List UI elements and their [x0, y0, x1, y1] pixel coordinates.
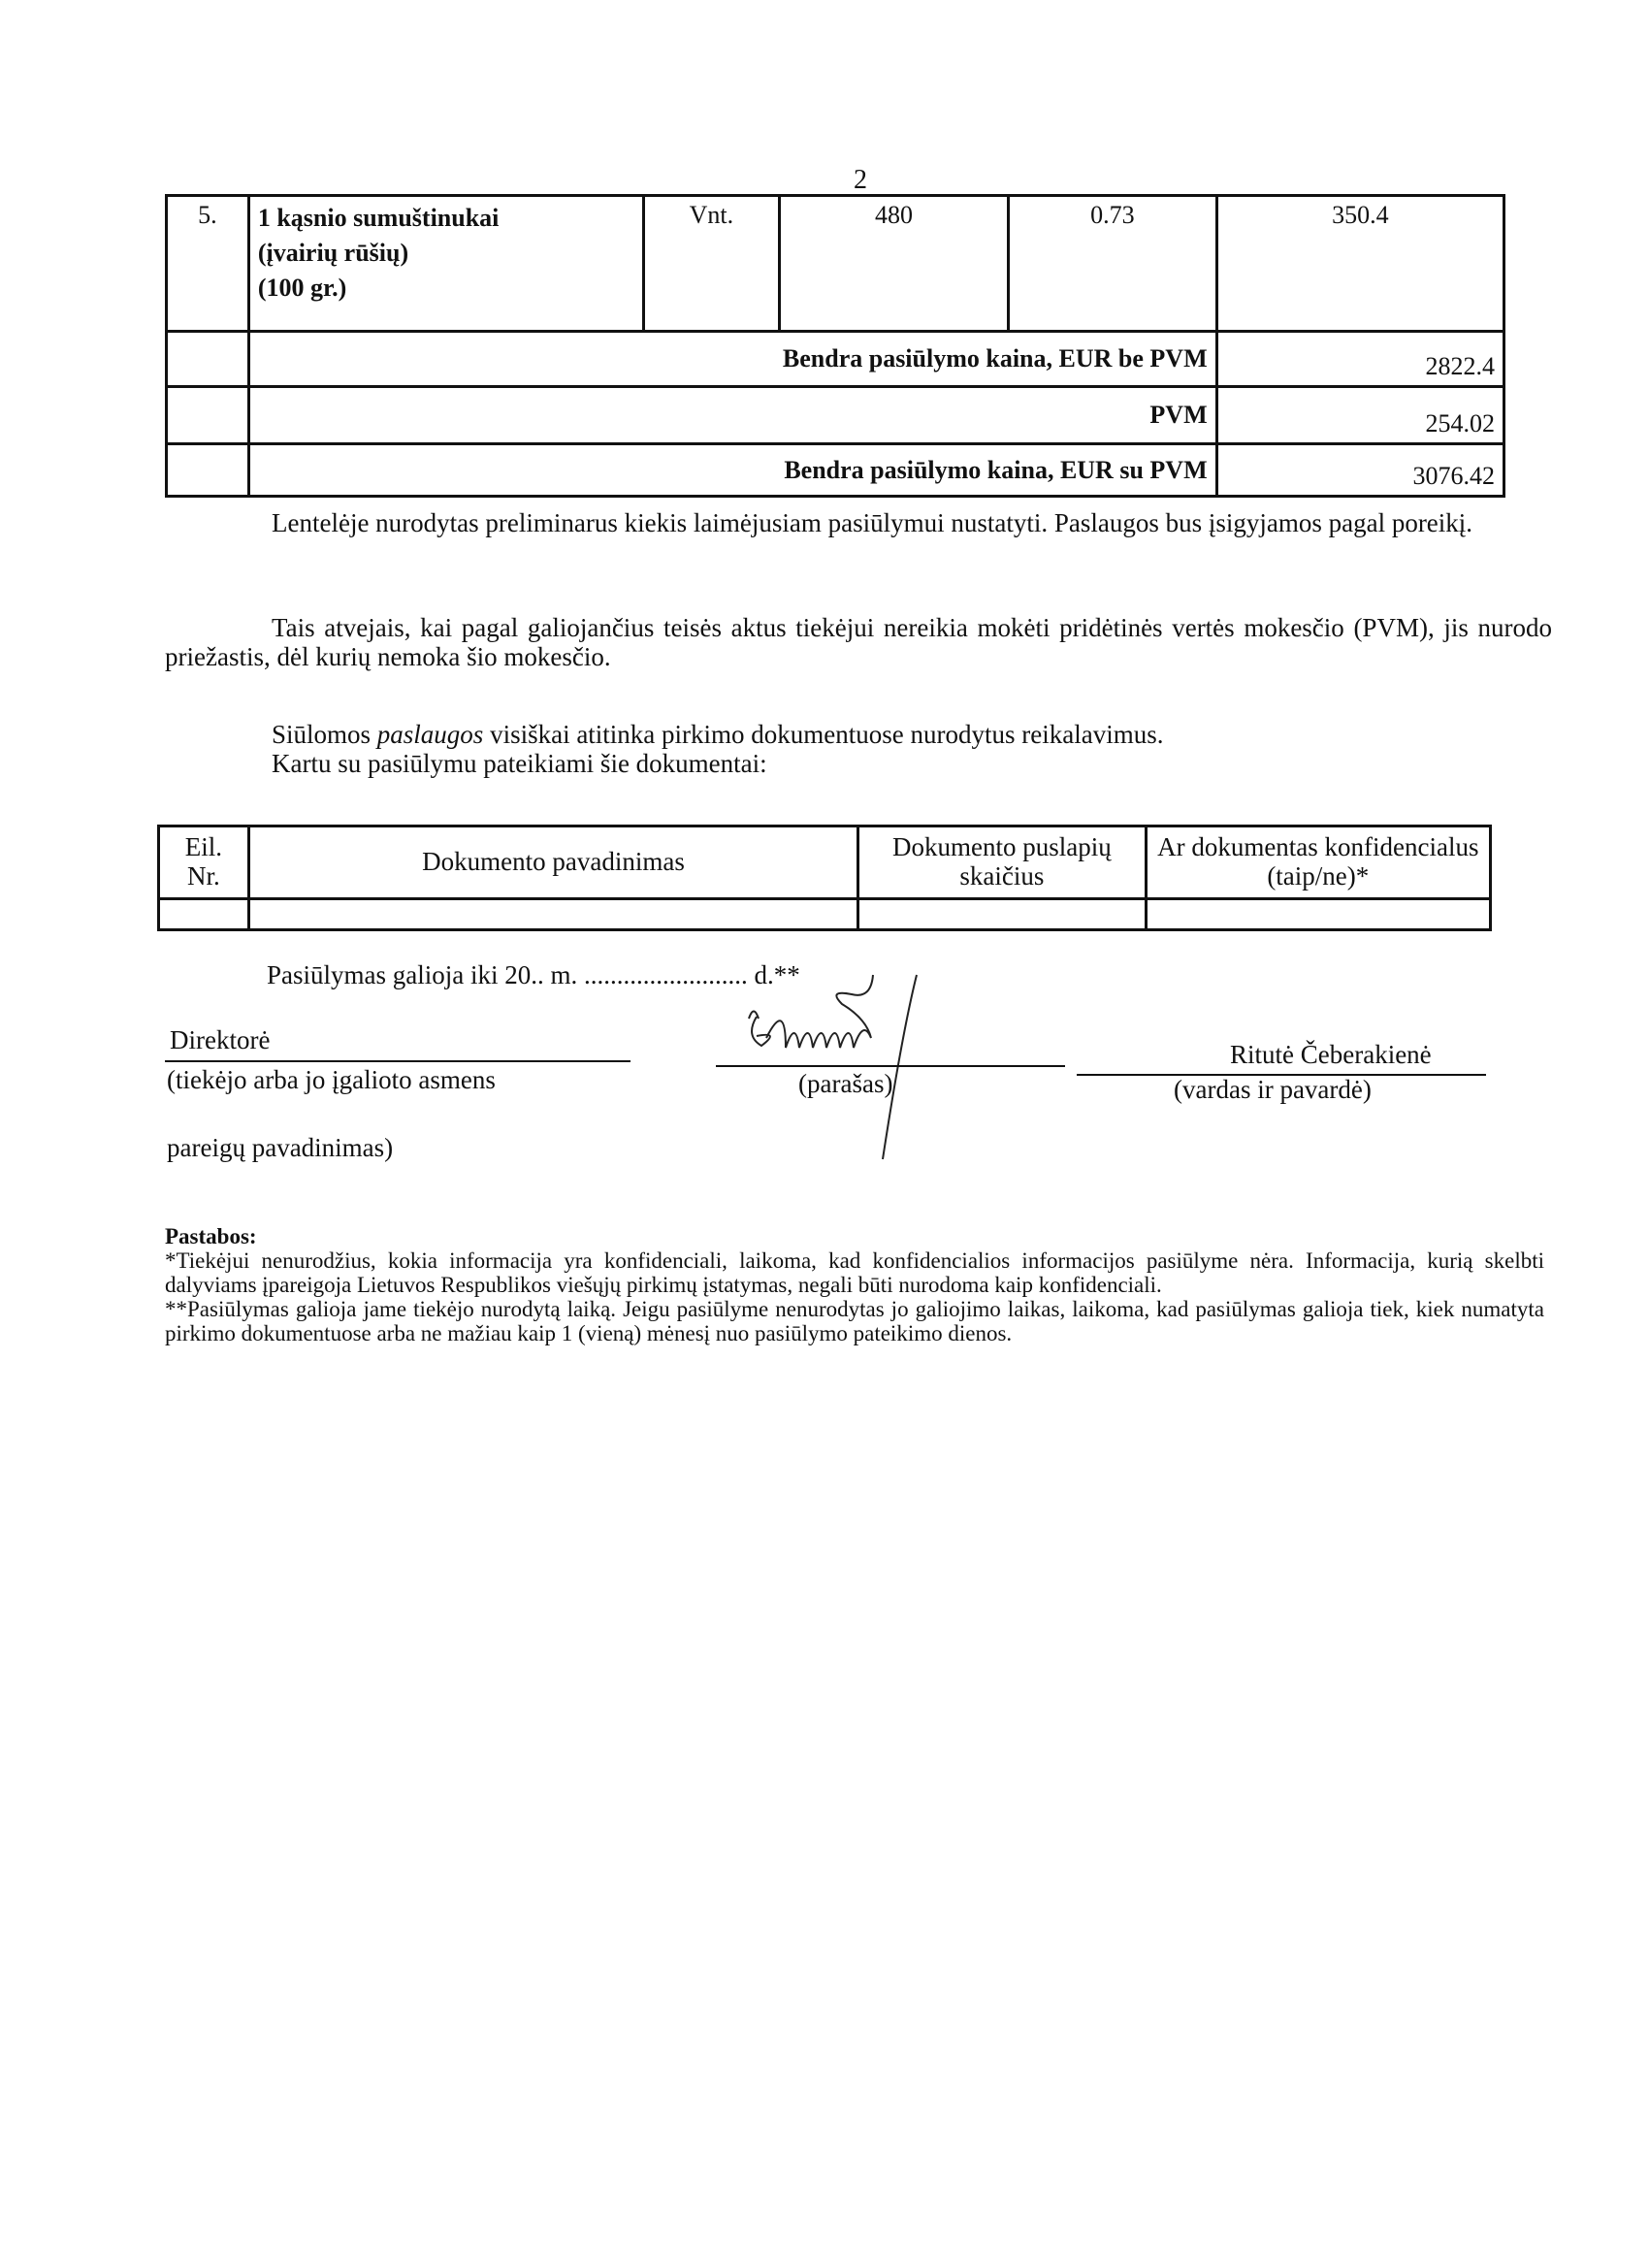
name-caption: (vardas ir pavardė) [1174, 1075, 1372, 1104]
total-row [167, 332, 1504, 387]
total-row [167, 387, 1504, 444]
table-header-row [159, 826, 1491, 899]
total-value: 254.02 [1216, 387, 1504, 444]
item-quantity: 480 [779, 196, 1008, 332]
empty-cell [167, 387, 249, 444]
total-row [167, 444, 1504, 497]
table-row [167, 196, 1504, 332]
signature-image [728, 960, 1048, 1164]
empty-cell [1146, 899, 1490, 930]
text: visiškai atitinka pirkimo dokumentuose nurodytus reikalavimus. [483, 720, 1164, 749]
empty-cell [858, 899, 1146, 930]
item-unit-price: 0.73 [1009, 196, 1216, 332]
item-unit: Vnt. [644, 196, 780, 332]
empty-cell [159, 899, 249, 930]
note-validity: **Pasiūlymas galioja jame tiekėjo nurodytą laiką. Jeigu pasiūlyme nenurodytas jo galiojimo laikas, laikoma, kad pasiūlymas galioja tiek, kiek numatyta pirkimo dokumentuose arba ne mažiau kaip 1 (vieną) mėnesį nuo pasiūlymo pateikimo dienos. [165, 1297, 1544, 1345]
header-confidential: Ar dokumentas konfidencialus (taip/ne)* [1146, 826, 1490, 899]
total-label: PVM [248, 387, 1216, 444]
position-caption: pareigų pavadinimas) [167, 1133, 394, 1162]
item-name-line: (100 gr.) [257, 274, 347, 302]
total-value: 3076.42 [1216, 444, 1504, 497]
text: Siūlomos [272, 720, 377, 749]
position-caption: (tiekėjo arba jo įgalioto asmens [167, 1065, 496, 1094]
item-name-line: (įvairių rūšių) [257, 239, 409, 267]
page-number: 2 [854, 165, 867, 195]
signature-line [716, 1065, 1065, 1067]
item-name-line: 1 kąsnio sumuštinukai [257, 204, 500, 232]
total-label: Bendra pasiūlymo kaina, EUR be PVM [248, 332, 1216, 387]
table-row [159, 899, 1491, 930]
position-title: Direktorė [170, 1025, 271, 1054]
validity-text: Pasiūlymas galioja iki 20.. m. ......................... d.** [267, 960, 800, 989]
paragraph-documents: Kartu su pasiūlymu pateikiami šie dokumentai: [272, 749, 767, 778]
paragraph-compliance [165, 720, 1552, 749]
empty-cell [167, 444, 249, 497]
position-line [165, 1060, 630, 1062]
item-name [248, 196, 643, 332]
signatory-name: Ritutė Čeberakienė [1230, 1040, 1432, 1069]
total-value: 2822.4 [1216, 332, 1504, 387]
total-label: Bendra pasiūlymo kaina, EUR su PVM [248, 444, 1216, 497]
header-document-name: Dokumento pavadinimas [248, 826, 857, 899]
header-page-count: Dokumento puslapių skaičius [858, 826, 1146, 899]
item-total: 350.4 [1216, 196, 1504, 332]
documents-table [157, 825, 1492, 931]
paragraph-vat: Tais atvejais, kai pagal galiojančius teisės aktus tiekėjui nereikia mokėti pridėtinės vertės mokesčio (PVM), jis nurodo priežastis, dėl kurių nemoka šio mokesčio. [165, 613, 1552, 671]
empty-cell [167, 332, 249, 387]
header-number: Eil. Nr. [159, 826, 249, 899]
notes-title: Pastabos: [165, 1224, 257, 1248]
item-number: 5. [167, 196, 249, 332]
paragraph-preliminary: Lentelėje nurodytas preliminarus kiekis laimėjusiam pasiūlymui nustatyti. Paslaugos bus įsigyjamos pagal poreikį. [272, 508, 1473, 537]
notes-section [165, 1224, 1544, 1345]
empty-cell [248, 899, 857, 930]
text-italic: paslaugos [376, 720, 484, 749]
signature-caption: (parašas) [798, 1069, 893, 1098]
note-confidential: *Tiekėjui nenurodžius, kokia informacija yra konfidenciali, laikoma, kad konfidencialios informacijos pasiūlyme nėra. Informacija, kurią skelbti dalyviams įpareigoja Lietuvos Respublikos viešųjų pirkimų įstatymas, negali būti nurodoma kaip konfidenciali. [165, 1248, 1544, 1297]
offer-table [165, 194, 1505, 498]
